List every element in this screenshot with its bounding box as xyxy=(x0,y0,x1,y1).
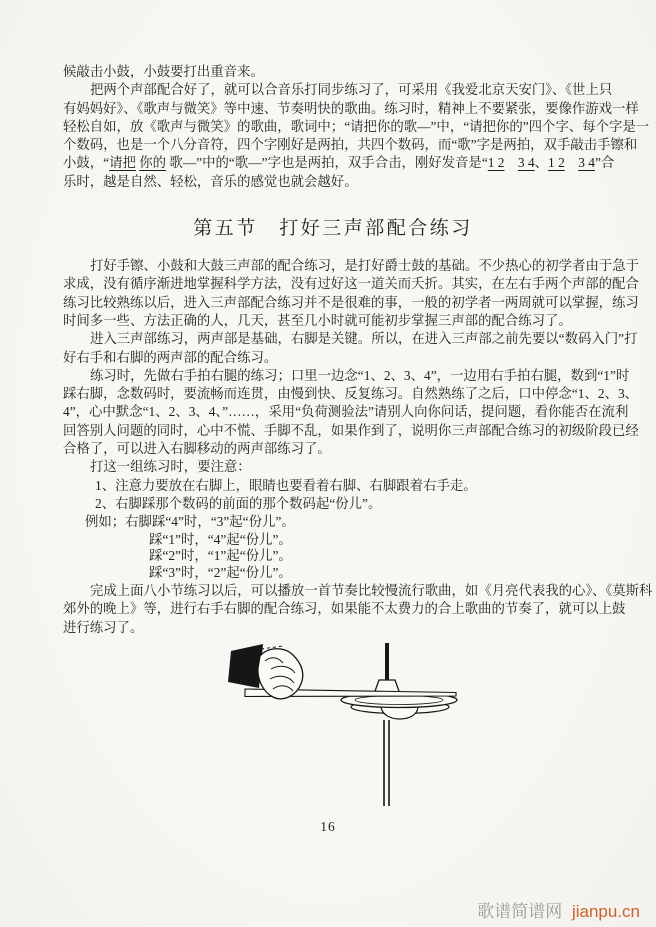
text-line: 完成上面八小节练习以后，可以播放一首节奏比较慢流行歌曲，如《月亮代表我的心》、《莫斯科 xyxy=(90,582,653,598)
example-items xyxy=(63,532,603,582)
text-line-with-underlines xyxy=(63,154,615,172)
text-line: 合格了，可以进入右脚移动的两声部练习了。 xyxy=(63,441,331,457)
text-line: 例如；右脚踩“4”时，“3”起“份儿”。 xyxy=(85,514,295,530)
text-line: 进行练习了。 xyxy=(63,619,144,635)
text-line: 2、右脚踩那个数码的前面的那个数码起“份儿”。 xyxy=(95,495,382,511)
underlined-text: 3 4 xyxy=(578,155,595,171)
text-block xyxy=(63,63,653,637)
watermark xyxy=(477,897,640,922)
text-line: 打这一组练习时，要注意： xyxy=(90,459,251,475)
text-line: 踩右脚，念数码时，要流畅而连贯，由慢到快、反复练习。自然熟练了之后，口中停念“1、2、3、 xyxy=(63,386,639,402)
text-segment xyxy=(505,155,518,170)
text-segment: 、 xyxy=(534,155,549,171)
text-line: 有妈妈好》、《歌声与微笑》等中速、节奏明快的歌曲。练习时，精神上不要紧张，要像作游戏一样 xyxy=(63,100,639,116)
hihat-bell-icon xyxy=(381,707,418,719)
text-line: 时间多一些、方法正确的人，几天，甚至几小时就可能初步掌握三声部的配合练习了。 xyxy=(63,312,572,328)
example-block xyxy=(63,513,603,531)
paragraph xyxy=(63,582,653,637)
text-line: 4”，心中默念“1、2、3、4、”……，采用“负荷测验法”请别人向你问话，提问题，看你能否在流利 xyxy=(63,404,629,420)
hihat-rod-icon xyxy=(385,643,389,680)
underlined-text: 请把 xyxy=(109,155,136,171)
underlined-text: 你的 xyxy=(139,155,167,171)
text-line: 练习时，先做右手拍右腿的练习；口里一边念“1、2、3、4”，一边用右手拍右腿，数到“1”时 xyxy=(90,367,630,383)
underlined-text: 1 2 xyxy=(487,155,505,171)
text-segment: 歌—”中的“歌—”字也是两拍，双手合击，刚好发音是“ xyxy=(166,155,488,171)
text-line: 好右手和右脚的两声部的配合练习。 xyxy=(63,349,278,365)
text-line: 1、注意力要放在右脚上，眼睛也要看着右脚、右脚跟着右手走。 xyxy=(95,477,477,493)
paragraph xyxy=(63,330,638,367)
watermark-site-url: jianpu.cn xyxy=(571,902,640,921)
watermark-site-name: 歌谱简谱网 xyxy=(477,902,563,921)
section-title: 第五节 打好三声部配合练习 xyxy=(193,218,473,240)
paragraph xyxy=(63,81,650,191)
paragraph xyxy=(63,367,639,458)
text-line: 进入三声部练习，两声部是基础，右脚是关键。所以，在进入三声部之前先要以“数码入门”打 xyxy=(90,331,638,347)
hihat-illustration xyxy=(225,641,460,816)
text-line: 郊外的晚上》等，进行右手右脚的配合练习，如果能不太费力的合上歌曲的节奏了，就可以上鼓 xyxy=(63,601,626,617)
numbered-list xyxy=(63,477,603,514)
text-segment: 小鼓，“ xyxy=(63,155,110,171)
paragraph xyxy=(63,458,603,476)
text-line: 踩“3”时，“2”起“份儿”。 xyxy=(149,565,292,581)
text-segment xyxy=(565,155,578,170)
text-line: 候敲击小鼓，小鼓要打出重音来。 xyxy=(63,64,264,79)
text-line: 练习比较熟练以后，进入三声部配合练习并不是很难的事，一般的初学者一两周就可以掌握，练习 xyxy=(63,294,639,310)
underlined-text: 1 2 xyxy=(548,155,565,171)
underlined-text: 3 4 xyxy=(517,155,535,171)
text-line: 求成，没有循序渐进地掌握科学方法，没有过好这一道关而夭折。其实，在左右手两个声部的配合 xyxy=(63,276,639,292)
text-line: 踩“1”时，“4”起“份儿”。 xyxy=(149,531,292,547)
text-line: 个数码，也是一个八分音符，四个字刚好是两拍，共四个数码，而“歌”字是两拍，双手敲击手镲和 xyxy=(63,137,638,153)
text-line: 踩“2”时，“1”起“份儿”。 xyxy=(149,548,292,564)
text-segment: ”合 xyxy=(594,155,615,171)
hihat-figure-svg xyxy=(225,641,460,816)
page-number: 16 xyxy=(320,819,336,834)
text-line: 把两个声部配合好了，就可以合音乐打同步练习了，可采用《我爱北京天安门》、《世上只 xyxy=(90,82,613,98)
text-line: 回答别人问题的同时，心中不慌、手脚不乱，如果作到了，说明你三声部配合练习的初级阶段已经 xyxy=(63,422,639,438)
text-line: 打好手镲、小鼓和大鼓三声部的配合练习，是打好爵士鼓的基础。不少热心的初学者由于急于 xyxy=(90,258,640,274)
paragraph xyxy=(63,63,603,81)
text-line: 轻松自如，放《歌声与微笑》的歌曲，歌词中；“请把你的歌—”中，“请把你的”四个字、每个字是一 xyxy=(63,118,650,134)
paragraph xyxy=(63,257,640,330)
text-line: 乐时，越是自然、轻松，音乐的感觉也就会越好。 xyxy=(63,173,358,189)
